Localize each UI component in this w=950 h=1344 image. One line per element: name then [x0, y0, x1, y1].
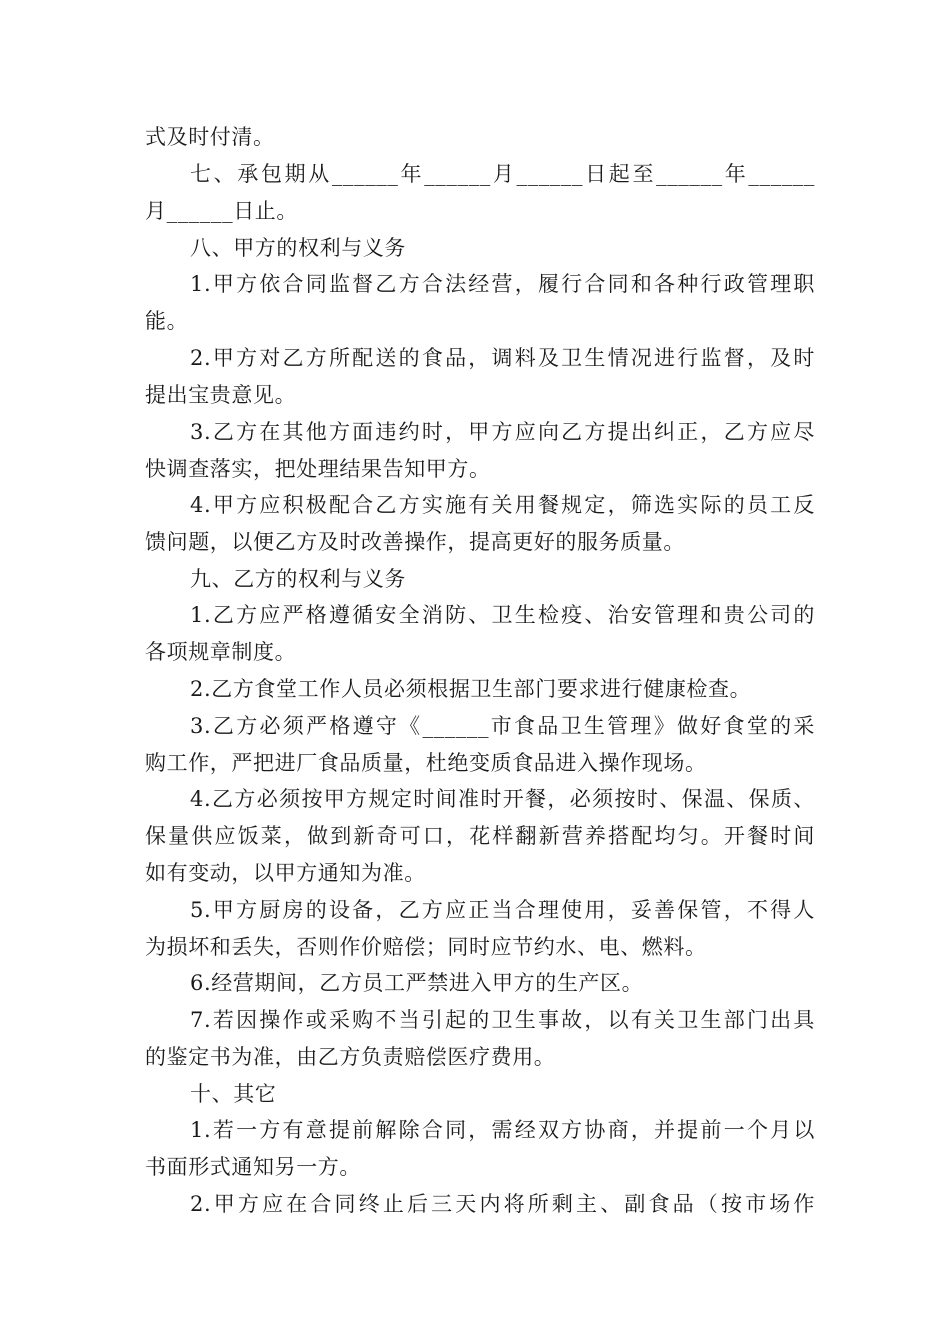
- text-line: 2.乙方食堂工作人员必须根据卫生部门要求进行健康检查。: [190, 677, 752, 701]
- text-line: 3.乙方在其他方面违约时，甲方应向乙方提出纠正，乙方应尽: [190, 420, 815, 444]
- text-line: 提出宝贵意见。: [145, 383, 297, 407]
- clause-7-line: 七、承包期从______年______月______日起至______年______: [190, 162, 815, 186]
- section-heading: 九、乙方的权利与义务: [190, 567, 406, 591]
- text-line: 式及时付清。: [145, 125, 275, 149]
- text-line: 1.若一方有意提前解除合同，需经双方协商，并提前一个月以: [190, 1118, 815, 1142]
- text-line: 3.乙方必须严格遵守《______市食品卫生管理》做好食堂的采: [190, 714, 815, 738]
- text-line: 购工作，严把进厂食品质量，杜绝变质食品进入操作现场。: [145, 751, 707, 775]
- text-line: 5.甲方厨房的设备，乙方应正当合理使用，妥善保管，不得人: [190, 898, 815, 922]
- text-line: 6.经营期间，乙方员工严禁进入甲方的生产区。: [190, 971, 644, 995]
- section-heading: 八、甲方的权利与义务: [190, 236, 406, 260]
- text-line: 馈问题，以便乙方及时改善操作，提高更好的服务质量。: [145, 530, 685, 554]
- text-line: 月______日止。: [145, 199, 298, 223]
- text-line: 各项规章制度。: [145, 640, 297, 664]
- text-line: 如有变动，以甲方通知为准。: [145, 861, 426, 885]
- text-line: 1.甲方依合同监督乙方合法经营，履行合同和各种行政管理职: [190, 272, 815, 296]
- text-line: 2.甲方应在合同终止后三天内将所剩主、副食品（按市场作: [190, 1192, 815, 1216]
- text-line: 1.乙方应严格遵循安全消防、卫生检疫、治安管理和贵公司的: [190, 603, 815, 627]
- text-line: 快调查落实，把处理结果告知甲方。: [145, 457, 491, 481]
- text-line: 保量供应饭菜，做到新奇可口，花样翻新营养搭配均匀。开餐时间: [145, 824, 815, 848]
- text-line: 能。: [145, 309, 189, 333]
- text-line: 的鉴定书为准，由乙方负责赔偿医疗费用。: [145, 1045, 556, 1069]
- text-line: 7.若因操作或采购不当引起的卫生事故，以有关卫生部门出具: [190, 1008, 815, 1032]
- text-line: 书面形式通知另一方。: [145, 1155, 361, 1179]
- text-line: 2.甲方对乙方所配送的食品，调料及卫生情况进行监督，及时: [190, 346, 815, 370]
- text-line: 4.甲方应积极配合乙方实施有关用餐规定，筛选实际的员工反: [190, 493, 815, 517]
- section-heading: 十、其它: [190, 1082, 277, 1106]
- text-line: 为损坏和丢失，否则作价赔偿；同时应节约水、电、燃料。: [145, 935, 707, 959]
- text-line: 4.乙方必须按甲方规定时间准时开餐，必须按时、保温、保质、: [190, 787, 815, 811]
